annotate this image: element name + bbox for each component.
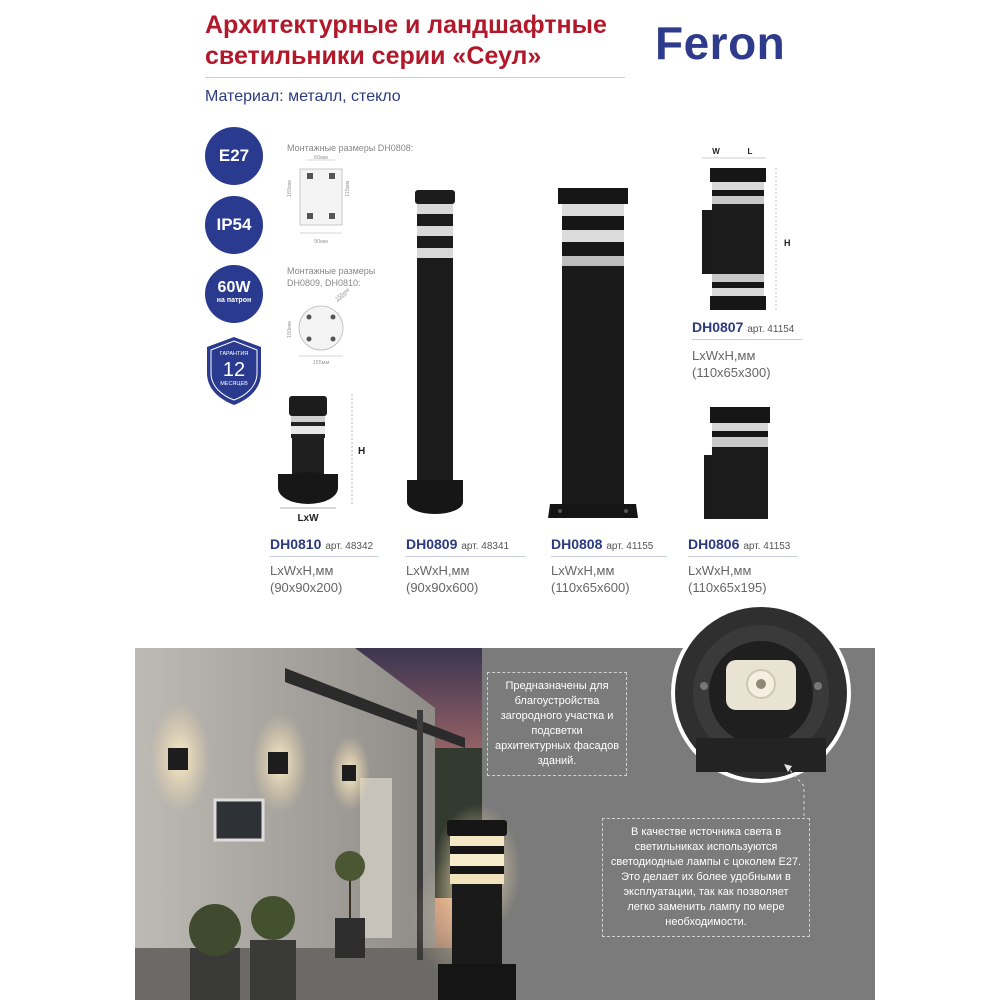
dh0807-lamp-image — [690, 146, 800, 316]
dh0807-dims-label: LxWxH,мм — [692, 348, 756, 363]
facade-photo — [135, 648, 482, 1000]
dh0810-name — [270, 536, 373, 552]
dh0810-dims-label: LxWxH,мм — [270, 563, 334, 578]
light-source-text: В качестве источника света в светильниках используются светодиодные лампы с цоколем E27. Это делает их более удобными в эксплуатации, так как позволяет легко заменить лампу по мере необходимости. — [610, 826, 802, 928]
ip54-badge — [205, 196, 263, 254]
dh0808-art: арт. 41155 — [606, 541, 654, 552]
dh0806-name — [688, 536, 790, 552]
dh0806-art: арт. 41153 — [743, 541, 791, 552]
dh0807-h-marker: H — [784, 238, 791, 248]
dh0809-dims-value: (90х90х600) — [406, 580, 479, 595]
dh0807-art: арт. 41154 — [747, 324, 795, 335]
callout-arrow-icon — [780, 760, 810, 820]
socket-closeup-image — [666, 598, 856, 788]
dh0808-model: DH0808 — [551, 536, 603, 552]
dh0810-lamp-image — [272, 388, 366, 524]
dh0807-model: DH0807 — [692, 319, 744, 335]
round-height-label: 150мм — [287, 321, 293, 338]
dh0808-dims-value: (110х65х600) — [551, 580, 630, 595]
facade-photo-illustration — [135, 648, 482, 1000]
dh0808-dims-label: LxWxH,мм — [551, 563, 615, 578]
title-line-2: светильники серии «Сеул» — [205, 42, 542, 70]
mount-caption-round — [287, 265, 375, 289]
dh0806-dims — [688, 562, 767, 596]
mount-caption-dh0808: Монтажные размеры DH0808: — [287, 143, 414, 153]
title-divider — [205, 77, 625, 78]
dh0809-model: DH0809 — [406, 536, 458, 552]
e27-badge — [205, 127, 263, 185]
warranty-unit-text: МЕСЯЦЕВ — [220, 381, 248, 387]
page-title — [205, 10, 655, 72]
mount-diagram-round — [285, 287, 365, 367]
dh0808-name — [551, 536, 653, 552]
dh0807-dims — [692, 347, 771, 381]
dh0808-bottom-label: 90мм — [314, 239, 328, 245]
warranty-shield-icon — [203, 335, 265, 407]
dh0810-dims-value: (90х90х200) — [270, 580, 343, 595]
material-text: Материал: металл, стекло — [205, 88, 401, 105]
round-bottom-label: 155мм — [312, 360, 330, 366]
dh0809-dims — [406, 562, 478, 596]
dh0807-l-marker: L — [747, 147, 753, 156]
dh0806-dims-label: LxWxH,мм — [688, 563, 752, 578]
dh0810-h-marker: H — [358, 446, 366, 457]
purpose-text: Предназначены для благоустройства загородного участка и подсветки архитектурных фасадов зданий. — [494, 680, 620, 767]
dh0808-height-left-label: 165мм — [287, 180, 293, 197]
dh0806-divider — [688, 556, 798, 557]
dh0810-lxw-marker: LxW — [297, 513, 319, 524]
dh0806-model: DH0806 — [688, 536, 740, 552]
round-diag-label: 155мм — [334, 287, 352, 303]
feron-logo: Feron — [655, 17, 786, 69]
e27-badge-text: E27 — [218, 146, 250, 165]
title-line-1: Архитектурные и ландшафтные — [205, 11, 607, 39]
warranty-top-text: ГАРАНТИЯ — [219, 351, 249, 357]
lit-bollard-image — [432, 800, 522, 1000]
dh0809-divider — [406, 556, 526, 557]
dh0808-dims — [551, 562, 630, 596]
dh0808-width-label: 60мм — [314, 155, 328, 161]
dh0807-divider — [692, 339, 802, 340]
mount-caption-round-line2: DH0809, DH0810: — [287, 278, 361, 288]
warranty-number-text: 12 — [222, 359, 246, 381]
dh0807-name — [692, 319, 794, 335]
dh0810-model: DH0810 — [270, 536, 322, 552]
dh0810-divider — [270, 556, 378, 557]
light-source-text-box — [602, 818, 810, 937]
dh0809-dims-label: LxWxH,мм — [406, 563, 470, 578]
dh0809-lamp-image — [405, 190, 475, 520]
dh0807-dims-value: (110х65х300) — [692, 365, 771, 380]
power-badge — [205, 265, 263, 323]
dh0809-art: арт. 48341 — [461, 541, 510, 552]
dh0806-lamp-image — [700, 405, 780, 525]
mount-diagram-dh0808 — [285, 155, 365, 245]
power-badge-text: 60W — [217, 279, 251, 296]
power-badge-note: на патрон — [216, 297, 252, 304]
purpose-text-box — [487, 672, 627, 776]
dh0808-divider — [551, 556, 667, 557]
dh0810-art: арт. 48342 — [325, 541, 374, 552]
dh0808-lamp-image — [548, 188, 643, 528]
dh0807-w-marker: W — [712, 147, 720, 156]
ip54-badge-text: IP54 — [216, 215, 252, 234]
dh0806-dims-value: (110х65х195) — [688, 580, 767, 595]
dh0809-name — [406, 536, 509, 552]
dh0810-dims — [270, 562, 342, 596]
dh0808-height-right-label: 115мм — [345, 180, 351, 197]
mount-caption-round-line1: Монтажные размеры — [287, 266, 376, 276]
